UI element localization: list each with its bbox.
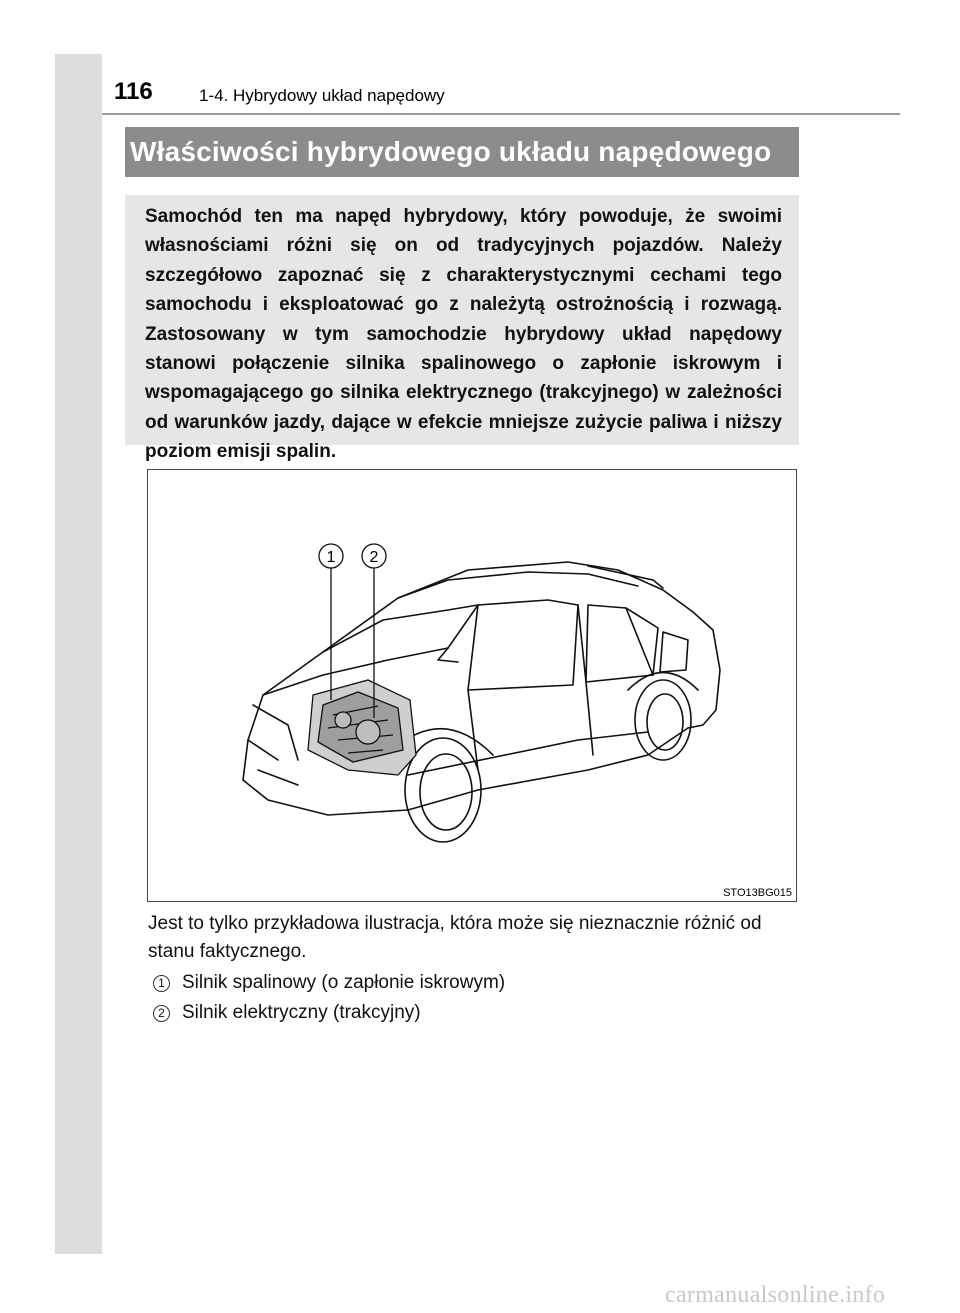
legend-text-1: Silnik spalinowy (o zapłonie iskrowym) [182, 972, 506, 993]
side-tab-bar [55, 54, 102, 1254]
title-band [125, 127, 799, 177]
page-title: Właściwości hybrydowego układu napędowego [130, 136, 772, 167]
car-drawing [148, 470, 796, 901]
header-rule [102, 113, 900, 115]
page-number: 116 [114, 78, 153, 105]
figure-code: STO13BG015 [723, 887, 792, 899]
legend-number-1: 1 [153, 975, 170, 992]
figure-caption: Jest to tylko przykładowa ilustracja, która może się nieznacznie różnić od stanu faktycznego. [148, 913, 762, 962]
legend-text-2: Silnik elektryczny (trakcyjny) [182, 1002, 421, 1023]
legend-item-1 [153, 972, 505, 994]
legend-number-2: 2 [153, 1005, 170, 1022]
intro-box [125, 195, 799, 463]
section-label: 1-4. Hybrydowy układ napędowy [199, 86, 445, 105]
callout-1-label: 1 [326, 549, 336, 566]
intro-text: Samochód ten ma napęd hybrydowy, który powoduje, że swoimi własnościami różni się on od tradycyjnych pojazdów. Należy szczegółowo zapoznać się z charakterystycznymi cechami tego samochodu i eksploatować go z należytą ostrożnością i rozwagą. Zastosowany w tym samochodzie hybrydowy układ napędowy stanowi połączenie silnika spalinowego o zapłonie iskrowym i wspomagającego go silnika elektrycznego (trakcyjnego) w zależności od warunków jazdy, dające w efekcie mniejsze zużycie paliwa i niższy poziom emisji spalin. [145, 206, 782, 463]
watermark: carmanualsonline.info [665, 1282, 886, 1308]
page-header [102, 76, 897, 116]
car-illustration [147, 469, 797, 902]
callout-2-label: 2 [369, 549, 379, 566]
legend-item-2 [153, 1002, 421, 1024]
